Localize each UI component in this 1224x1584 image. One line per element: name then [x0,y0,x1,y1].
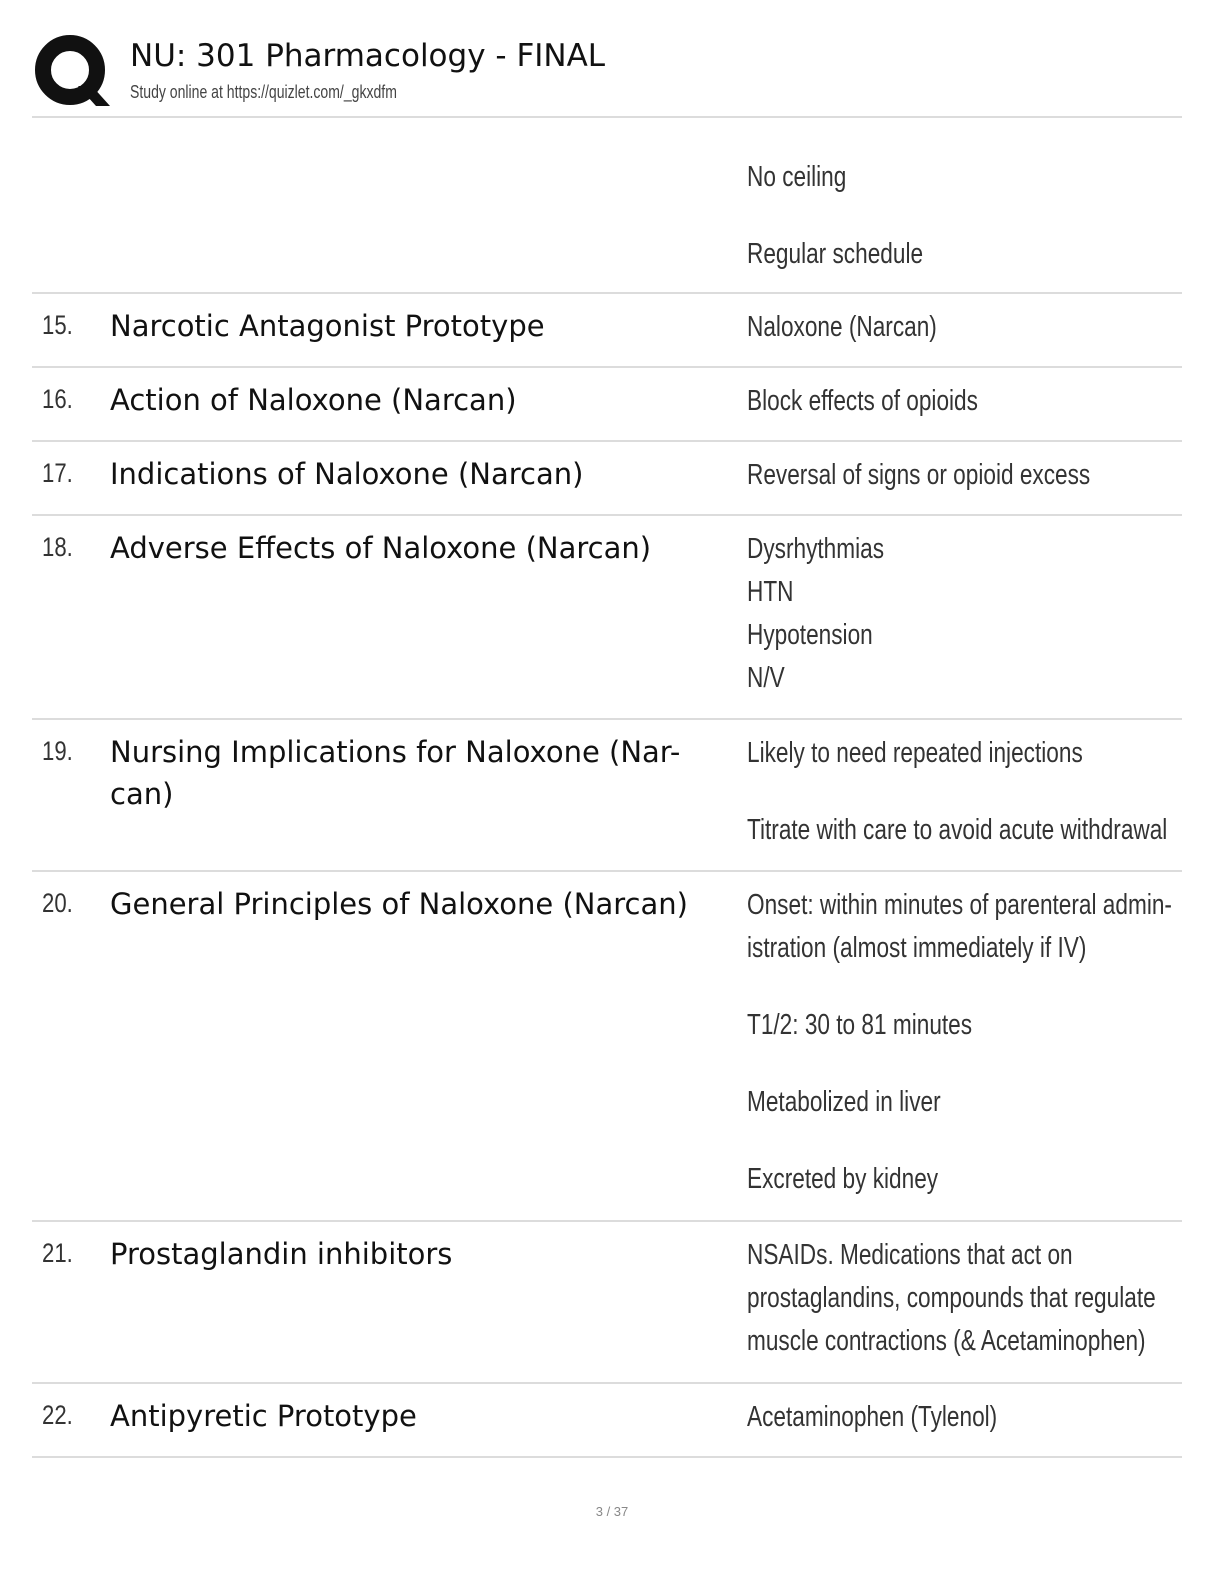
line-gap [747,970,1224,1004]
page-number: 3 / 37 [595,1504,629,1519]
definition-line: Onset: within minutes of parenteral admin- [747,889,1172,921]
definition-line: Excreted by kidney [747,1163,939,1195]
card-term: Action of Naloxone (Narcan) [110,383,517,417]
definition-line: No ceiling [747,161,847,193]
card-definition [747,1234,1224,1363]
card-definition [747,528,1224,700]
card-term: Narcotic Antagonist Prototype [110,309,545,343]
definition-line: Reversal of signs or opioid excess [747,459,1091,491]
definition-line: Titrate with care to avoid acute withdrawal [747,814,1168,846]
line-gap [747,1047,1224,1081]
definition-line: HTN [747,576,794,608]
definition-line: Regular schedule [747,238,924,270]
card-row [32,368,1182,442]
card-definition [747,156,1224,276]
card-term: Adverse Effects of Naloxone (Narcan) [110,531,652,565]
card-term: Antipyretic Prototype [110,1399,417,1433]
continued-card [32,126,1182,294]
definition-line: Hypotension [747,619,873,651]
line-gap [747,775,1224,809]
card-number: 19. [42,736,73,766]
card-row [32,516,1182,720]
definition-line: muscle contractions (& Acetaminophen) [747,1325,1146,1357]
card-number: 15. [42,310,73,340]
card-number: 17. [42,458,73,488]
card-definition [747,380,1224,423]
definition-line: Metabolized in liver [747,1086,941,1118]
definition-line: istration (almost immediately if IV) [747,932,1087,964]
line-gap [747,1124,1224,1158]
card-term: Prostaglandin inhibitors [110,1237,453,1271]
card-term: Indications of Naloxone (Narcan) [110,457,584,491]
page-title: NU: 301 Pharmacology - FINAL [130,38,606,74]
definition-line: Naloxone (Narcan) [747,311,937,343]
card-definition [747,1396,1224,1439]
card-term: General Principles of Naloxone (Narcan) [110,887,688,921]
definition-line: N/V [747,662,785,694]
card-definition [747,306,1224,349]
card-row [32,294,1182,368]
card-row [32,720,1182,872]
definition-line: Likely to need repeated injections [747,737,1083,769]
study-link-text: Study online at https://quizlet.com/_gkxdfm [130,82,397,102]
card-definition [747,732,1224,852]
page-header [32,30,1182,118]
card-row [32,872,1182,1222]
card-number: 16. [42,384,73,414]
definition-line: NSAIDs. Medications that act on [747,1239,1073,1271]
definition-line: prostaglandins, compounds that regulate [747,1282,1156,1314]
card-number: 22. [42,1400,73,1430]
card-number: 20. [42,888,73,918]
definition-line: Block effects of opioids [747,385,978,417]
card-definition [747,884,1224,1201]
card-definition [747,454,1224,497]
card-number: 21. [42,1238,73,1268]
card-number: 18. [42,532,73,562]
definition-line: Acetaminophen (Tylenol) [747,1401,998,1433]
card-row [32,1384,1182,1458]
quizlet-logo-icon [34,34,110,110]
definition-line: Dysrhythmias [747,533,885,565]
card-term: Nursing Implications for Naloxone (Nar- can) [110,735,681,811]
card-row [32,1222,1182,1384]
card-row [32,442,1182,516]
line-gap [747,199,1224,233]
definition-line: T1/2: 30 to 81 minutes [747,1009,973,1041]
